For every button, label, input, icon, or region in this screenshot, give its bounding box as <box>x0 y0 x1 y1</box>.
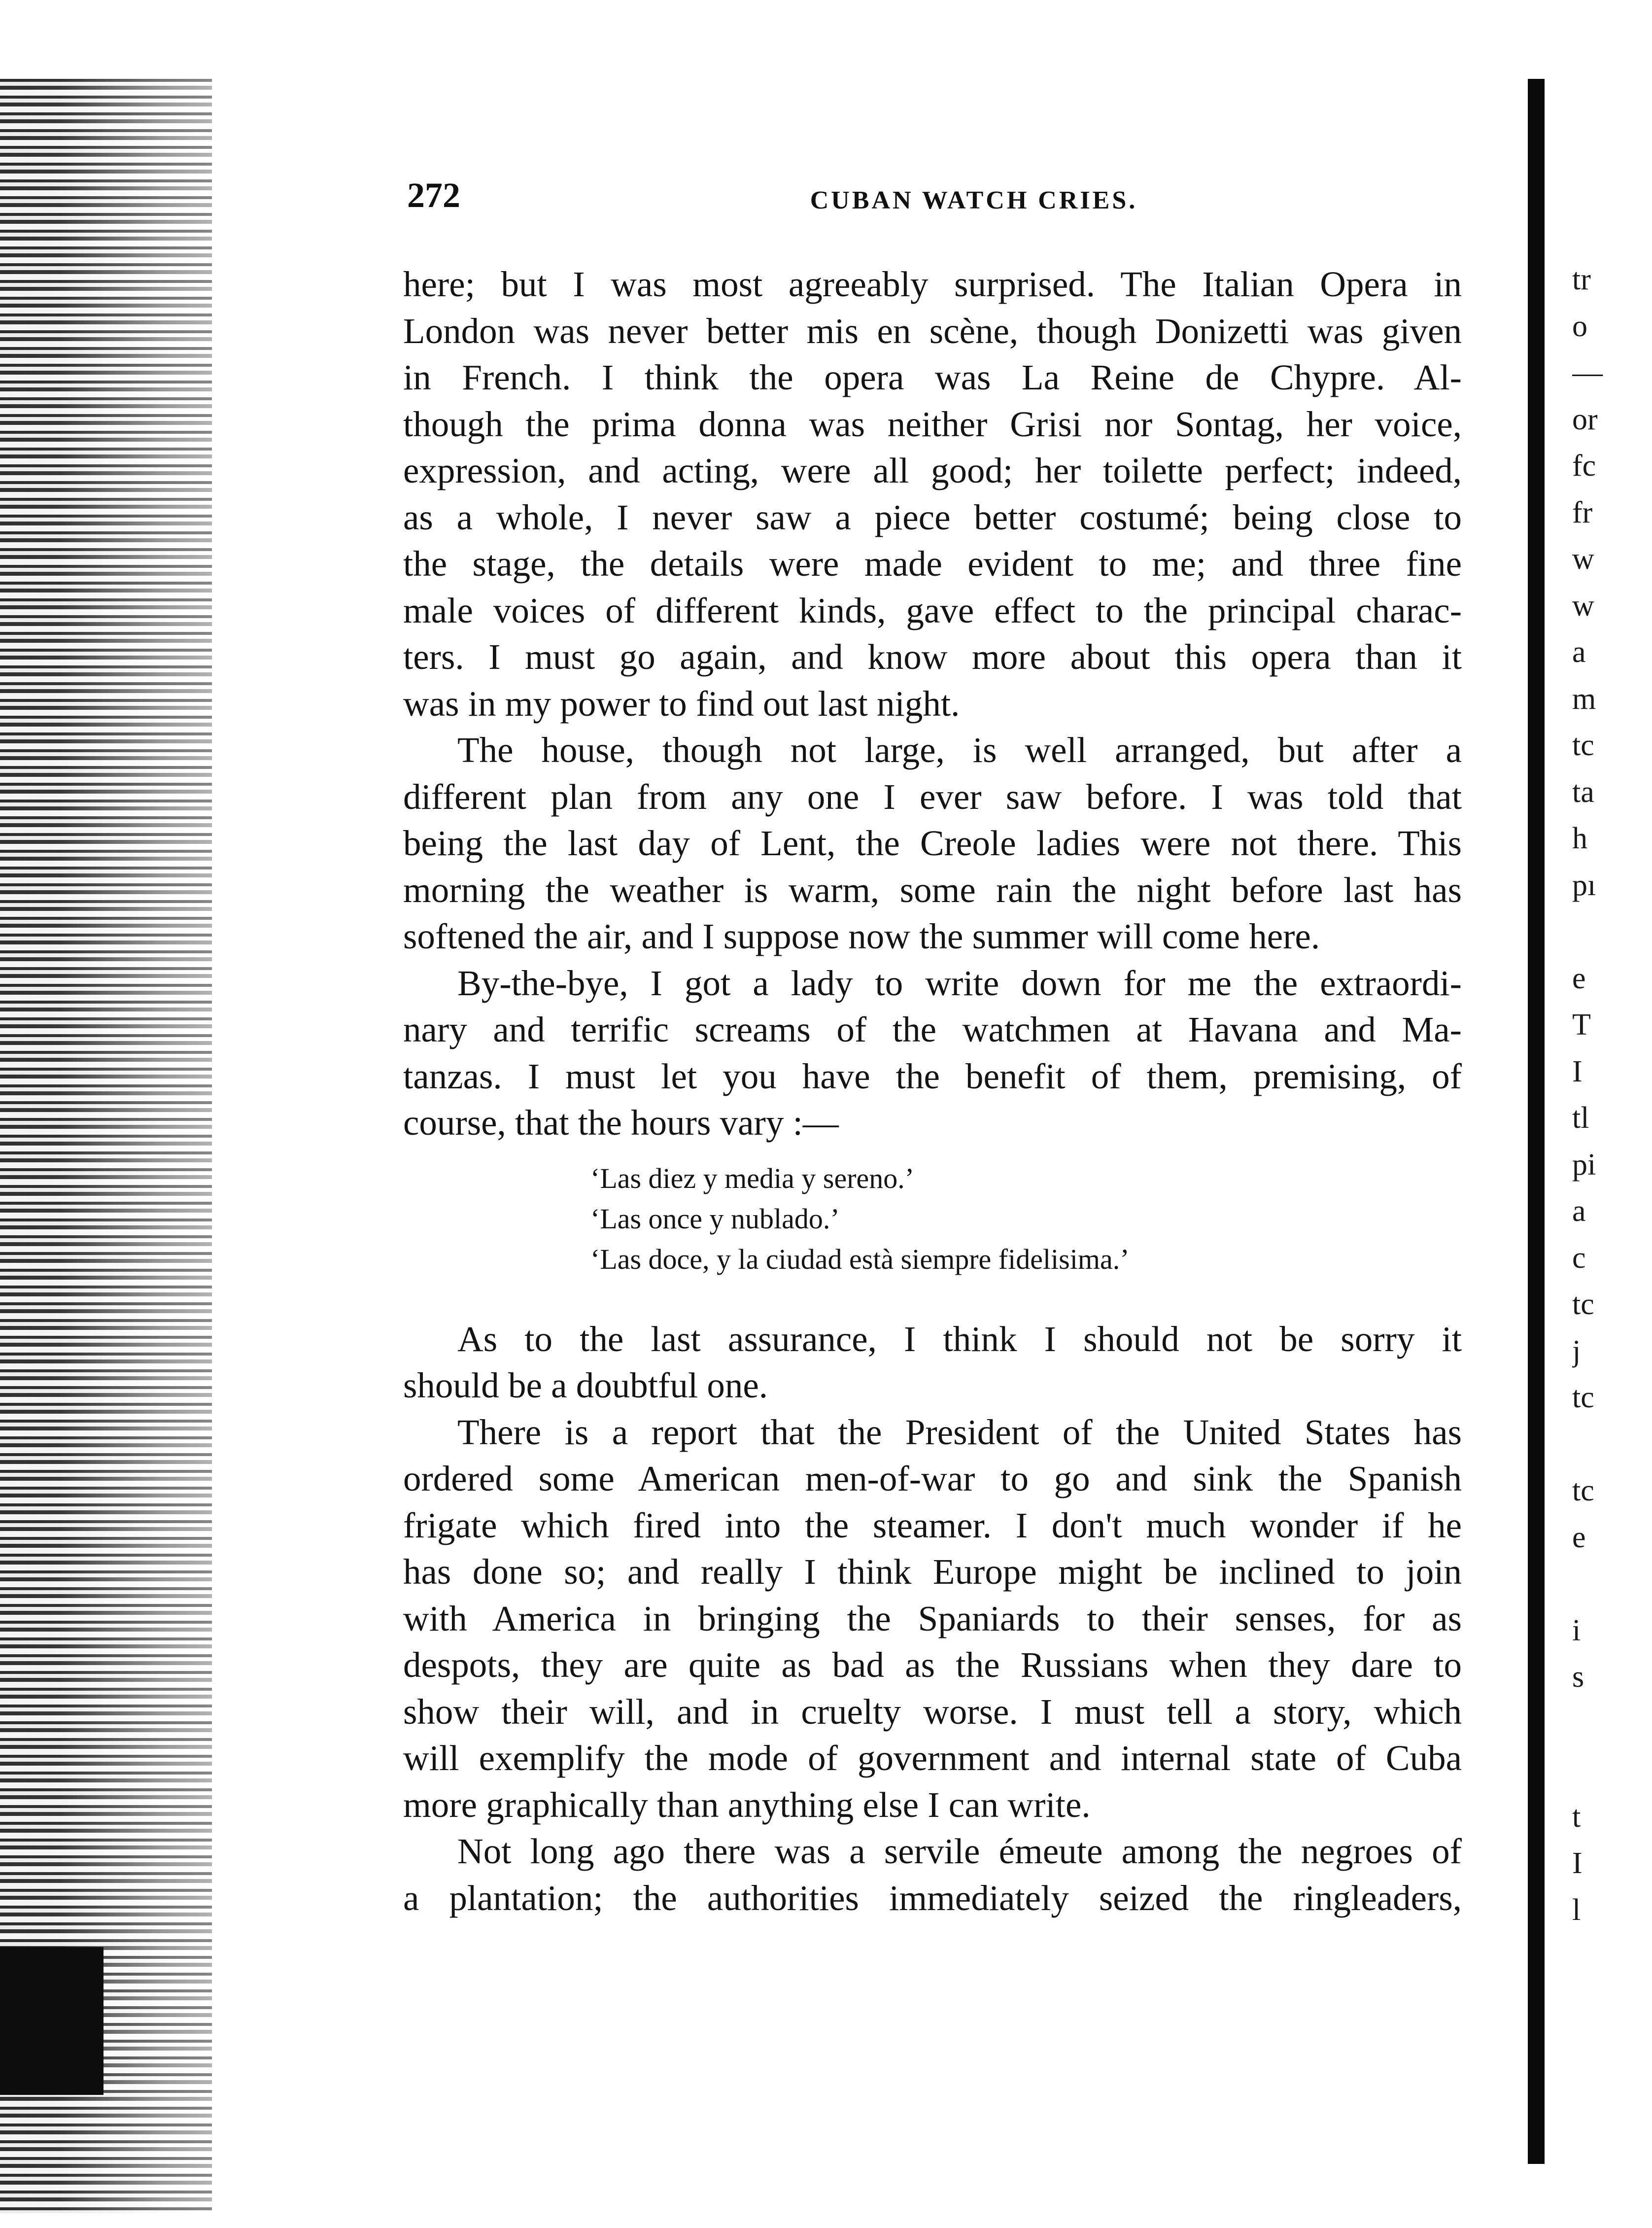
facing-page-fragment: j <box>1572 1334 1581 1368</box>
facing-page-fragment: e <box>1572 961 1586 995</box>
facing-page-fragment: fc <box>1572 449 1596 483</box>
scan-left-edge-shadow <box>0 1947 103 2095</box>
paragraph <box>403 261 1462 727</box>
text-line: with America in bringing the Spaniards to their senses, for as <box>403 1598 1462 1638</box>
text-line: course, that the hours vary :— <box>403 1103 839 1143</box>
text-line: frigate which fired into the steamer. I don't much wonder if he <box>403 1505 1462 1545</box>
facing-page-fragment: a <box>1572 635 1586 669</box>
text-line: nary and terrific screams of the watchmen at Havana and Ma- <box>403 1010 1462 1049</box>
page-number: 272 <box>407 175 460 215</box>
text-line: more graphically than anything else I can write. <box>403 1784 1091 1825</box>
facing-page-fragment: s <box>1572 1660 1584 1694</box>
paragraphs-after-cries <box>403 1316 1462 1922</box>
text-line: a plantation; the authorities immediately seized the ringleaders, <box>403 1878 1462 1918</box>
text-line: softened the air, and I suppose now the summer will come here. <box>403 916 1320 956</box>
facing-page-fragment: w <box>1572 542 1594 576</box>
facing-page-fragment: ta <box>1572 775 1594 809</box>
text-line: By-the-bye, I got a lady to write down for me the extraordi- <box>457 963 1462 1003</box>
text-line: As to the last assurance, I think I should not be sorry it <box>457 1319 1462 1359</box>
facing-page-fragment: e <box>1572 1520 1586 1554</box>
facing-page-fragments <box>1572 256 1652 1991</box>
watch-cry: ‘Las once y nublado.’ <box>590 1202 840 1235</box>
text-line: show their will, and in cruelty worse. I must tell a story, which <box>403 1691 1462 1732</box>
text-line: expression, and acting, were all good; her toilette perfect; indeed, <box>403 451 1462 490</box>
text-line: as a whole, I never saw a piece better costumé; being close to <box>403 497 1462 537</box>
text-line: though the prima donna was neither Grisi nor Sontag, her voice, <box>403 404 1462 444</box>
paragraphs-before-cries <box>403 261 1462 1147</box>
facing-page-fragment: l <box>1572 1893 1581 1927</box>
facing-page-fragment: tc <box>1572 729 1594 762</box>
facing-page-fragment: tr <box>1572 263 1591 296</box>
facing-page-fragment: T <box>1572 1008 1591 1042</box>
text-line: different plan from any one I ever saw before. I was told that <box>403 776 1462 817</box>
text-line: The house, though not large, is well arranged, but after a <box>457 730 1462 770</box>
page-body <box>403 261 1462 1921</box>
facing-page-fragment: w <box>1572 589 1594 623</box>
paragraph <box>403 727 1462 960</box>
paragraph <box>403 1316 1462 1409</box>
facing-page-fragment: o <box>1572 309 1587 343</box>
facing-page-fragment: — <box>1572 356 1603 389</box>
text-line: male voices of different kinds, gave effect to the principal charac- <box>403 590 1462 630</box>
facing-page-fragment: or <box>1572 402 1598 436</box>
facing-page-fragment: i <box>1572 1613 1581 1647</box>
facing-page-fragment: a <box>1572 1194 1586 1228</box>
paragraph <box>403 1828 1462 1921</box>
scan-left-gutter <box>0 79 212 2213</box>
watch-cry: ‘Las diez y media y sereno.’ <box>590 1162 915 1194</box>
facing-page-fragment: pi <box>1572 1148 1596 1182</box>
paragraph <box>403 1409 1462 1829</box>
running-title: CUBAN WATCH CRIES. <box>810 186 1138 214</box>
facing-page-fragment: tc <box>1572 1381 1594 1414</box>
text-line: will exemplify the mode of government and internal state of Cuba <box>403 1738 1462 1778</box>
facing-page-fragment: I <box>1572 1054 1583 1088</box>
text-line: There is a report that the President of the United States has <box>457 1412 1462 1452</box>
facing-page-fragment <box>1572 1701 1652 1747</box>
facing-page-fragment <box>1572 1747 1652 1794</box>
facing-page-fragment: h <box>1572 822 1587 855</box>
watch-cries-block <box>403 1158 1462 1280</box>
text-line: the stage, the details were made evident to me; and three fine <box>403 544 1462 584</box>
running-head <box>407 175 1467 224</box>
facing-page-fragment <box>1572 1421 1652 1468</box>
text-line: ters. I must go again, and know more about this opera than it <box>403 637 1462 677</box>
book-binding-shadow <box>1528 79 1545 2164</box>
text-line: Not long ago there was a servile émeute among the negroes of <box>457 1831 1462 1871</box>
text-line: ordered some American men-of-war to go and sink the Spanish <box>403 1459 1462 1498</box>
text-line: in French. I think the opera was La Reine de Chypre. Al- <box>403 357 1462 397</box>
facing-page-fragment: I <box>1572 1846 1583 1880</box>
watch-cry: ‘Las doce, y la ciudad està siempre fidelisima.’ <box>590 1243 1130 1275</box>
facing-page-fragment: t <box>1572 1800 1581 1834</box>
facing-page-fragment <box>1572 1561 1652 1607</box>
facing-page-fragment: pı <box>1572 868 1596 902</box>
facing-page-fragment: tc <box>1572 1288 1594 1321</box>
text-line: was in my power to find out last night. <box>403 683 960 724</box>
paragraph <box>403 960 1462 1147</box>
text-line: being the last day of Lent, the Creole ladies were not there. This <box>403 823 1462 863</box>
text-line: despots, they are quite as bad as the Russians when they dare to <box>403 1645 1462 1685</box>
text-line: London was never better mis en scène, though Donizetti was given <box>403 311 1462 351</box>
facing-page-fragment: c <box>1572 1241 1586 1275</box>
text-line: has done so; and really I think Europe might be inclined to join <box>403 1552 1462 1592</box>
text-line: tanzas. I must let you have the benefit of them, premising, of <box>403 1056 1462 1096</box>
facing-page-fragment: tc <box>1572 1474 1594 1507</box>
facing-page-fragment: tl <box>1572 1101 1589 1135</box>
facing-page-fragment <box>1572 908 1652 955</box>
facing-page-fragment: fr <box>1572 495 1593 529</box>
facing-page-fragment: m <box>1572 682 1596 716</box>
text-line: morning the weather is warm, some rain the night before last has <box>403 870 1462 910</box>
text-line: here; but I was most agreeably surprised. The Italian Opera in <box>403 264 1462 304</box>
text-line: should be a doubtful one. <box>403 1365 768 1405</box>
